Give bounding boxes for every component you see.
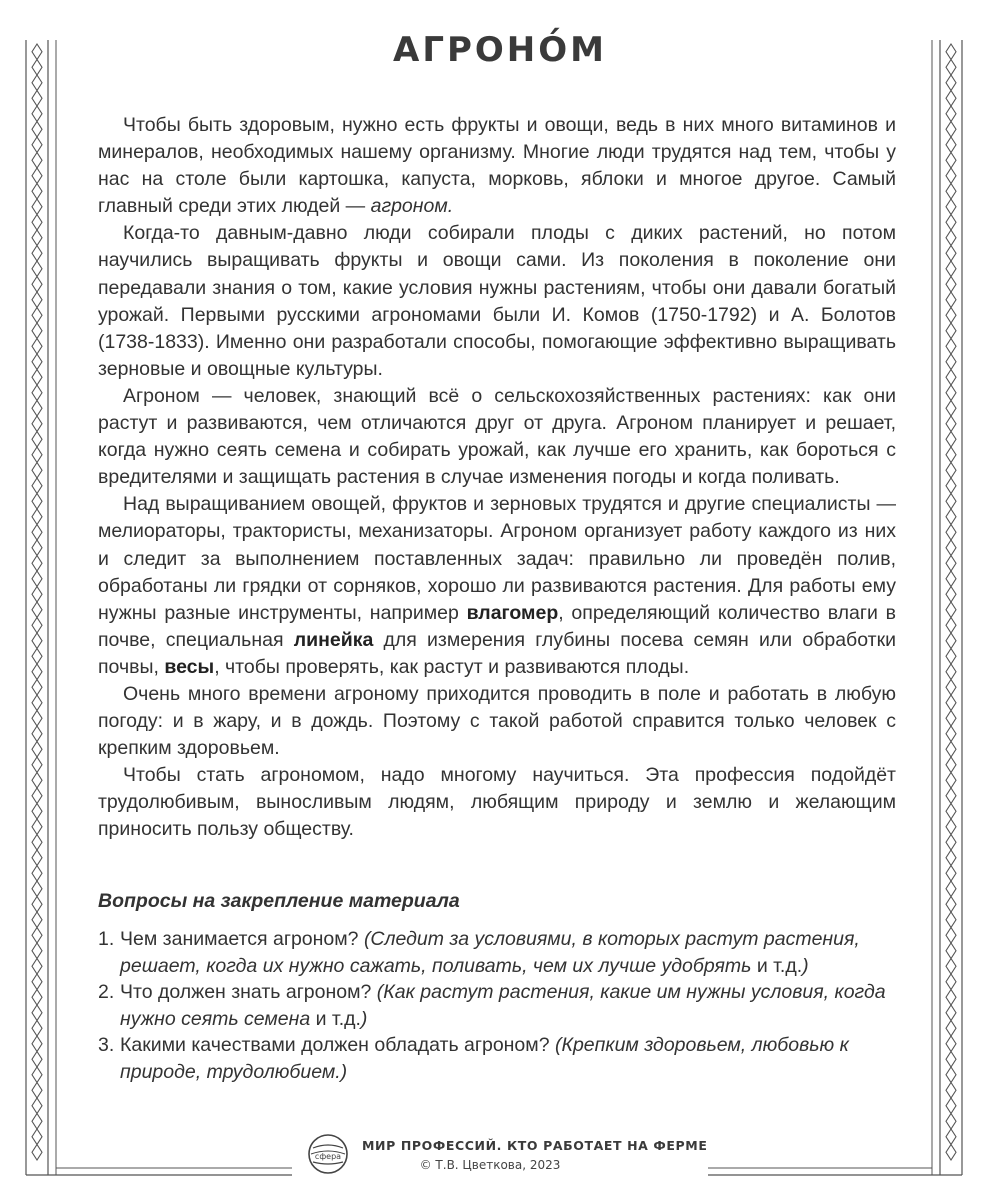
- text-run: для измерения глубины посева семян или обработки почвы,: [98, 628, 897, 678]
- text-run: Чтобы быть здоровым, нужно есть фрукты и овощи, ведь в них много витаминов и минералов, необходимых нашему организму. Многие люди трудятся над тем, чтобы у нас на столе были картошка, капуста, морковь, яблоки и многое другое. Самый главный среди этих людей —: [98, 114, 896, 218]
- questions-list: [98, 926, 896, 1086]
- italic-text: (Крепким здоровьем, любовью к природе, трудолюбием.): [120, 1034, 849, 1083]
- questions-heading: Вопросы на закрепление материала: [98, 890, 460, 912]
- text-run: и т.д.: [310, 1007, 361, 1030]
- italic-text: (Как растут растения, какие им нужны условия, когда нужно сеять семена: [120, 981, 886, 1030]
- border-right-diamond-chain: [946, 44, 956, 1160]
- text-run: Очень много времени агроному приходится проводить в поле и работать в любую погоду: и в жару, и в дождь. Поэтому с такой работой справится только человек с крепким здоровьем.: [98, 682, 896, 760]
- italic-text: агроном.: [370, 195, 454, 218]
- paragraph: [98, 762, 896, 843]
- publisher-logo: [306, 1132, 350, 1176]
- bold-term: влагомер: [466, 601, 559, 624]
- publisher-logo-text: сфера: [314, 1152, 342, 1161]
- text-run: Какими качествами должен обладать агроном?: [120, 1034, 555, 1057]
- question-number: 2.: [98, 981, 115, 1004]
- question-number: 3.: [98, 1034, 115, 1057]
- text-run: , определяющий количество влаги в почве, специальная: [98, 601, 896, 651]
- article-body: [98, 112, 896, 844]
- text-run: Агроном — человек, знающий всё о сельскохозяйственных растениях: как они растут и развиваются, чем отличаются друг от друга. Агроном планирует и решает, когда нужно сеять семена и собирать урожай, как лучше его хранить, как бороться с вредителями и защищать растения в случае изменения погоды и когда поливать.: [98, 384, 896, 489]
- bold-term: линейка: [293, 628, 374, 651]
- paragraph: [98, 681, 896, 762]
- paragraph: [98, 220, 896, 383]
- italic-text: (Следит за условиями, в которых растут растения, решает, когда их нужно сажать, поливать, чем их лучше удобрять: [120, 928, 860, 977]
- bold-term: весы: [164, 655, 215, 678]
- question-item: [98, 1032, 896, 1085]
- text-run: и т.д.: [751, 954, 803, 977]
- question-item: [98, 979, 896, 1032]
- text-run: Когда-то давным-давно люди собирали плоды с диких растений, но потом научились выращивать фрукты и овощи сами. Из поколения в поколение они передавали знания о том, какие условия нужны растениям, чтобы они давали богатый урожай. Первыми русскими агрономами были И. Комов (1750-1792) и А. Болотов (1738-1833). Именно они разработали способы, помогающие эффективно выращивать зерновые и овощные культуры.: [98, 222, 896, 380]
- border-left-diamond-chain: [32, 44, 42, 1160]
- page-title: АГРОНО́М: [393, 30, 607, 70]
- text-run: , чтобы проверять, как растут и развиваются плоды.: [214, 655, 690, 678]
- paragraph: [98, 491, 896, 681]
- copyright: © Т.В. Цветкова, 2023: [419, 1158, 561, 1172]
- question-item: [98, 926, 896, 979]
- paragraph: [98, 112, 896, 220]
- italic-text: ): [802, 954, 809, 977]
- text-run: Что должен знать агроном?: [120, 981, 377, 1004]
- paragraph: [98, 383, 896, 491]
- book-title: МИР ПРОФЕССИЙ. КТО РАБОТАЕТ НА ФЕРМЕ: [362, 1138, 708, 1153]
- text-run: Чтобы стать агрономом, надо многому научиться. Эта профессия подойдёт трудолюбивым, выносливым людям, любящим природу и землю и желающим приносить пользу обществу.: [98, 764, 896, 841]
- question-number: 1.: [98, 928, 115, 950]
- text-run: Чем занимается агроном?: [120, 928, 364, 950]
- text-run: Над выращиванием овощей, фруктов и зерновых трудятся и другие специалисты — мелиораторы, трактористы, механизаторы. Агроном организует работу каждого из них и следит за выполнением поставленных задач: правильно ли проведён полив, обработаны ли грядки от сорняков, хорошо ли развиваются растения. Для работы ему нужны разные инструменты, например: [98, 493, 896, 624]
- italic-text: ): [360, 1007, 368, 1030]
